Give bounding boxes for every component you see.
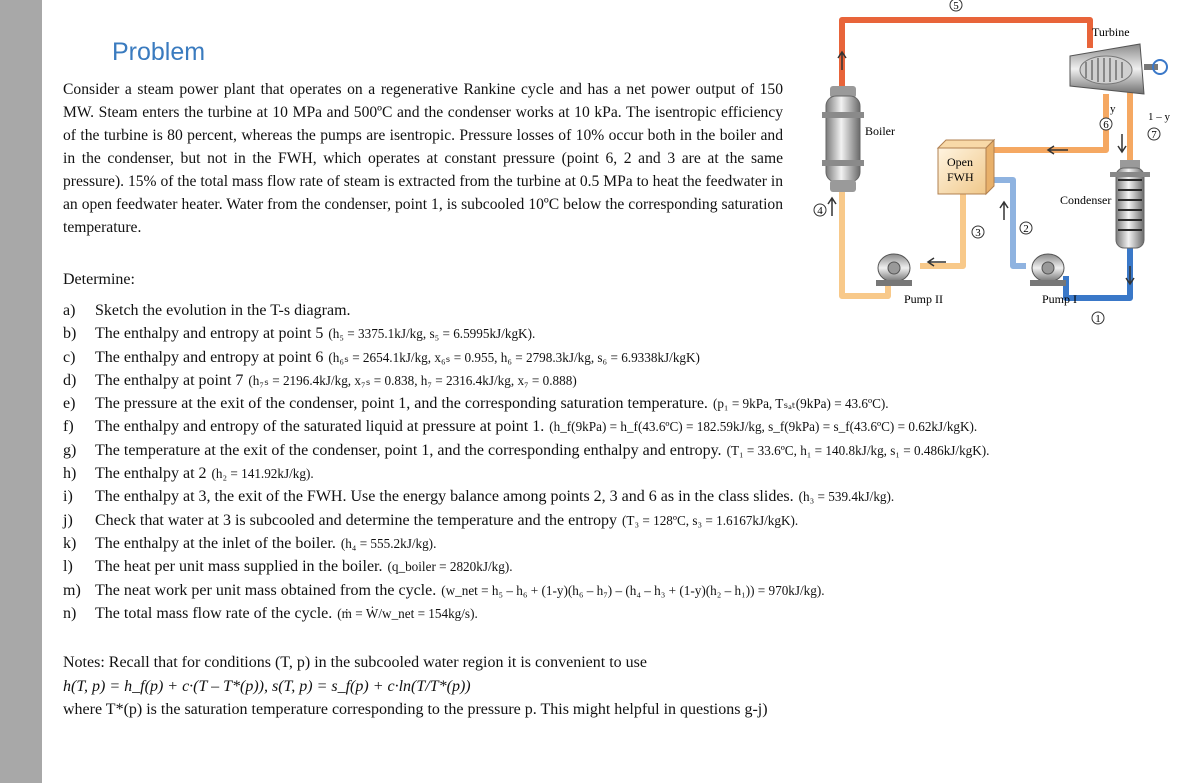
question-answer: (T₃ = 128ºC, s₃ = 1.6167kJ/kgK). <box>622 512 799 528</box>
pump-2-label: Pump II <box>904 292 943 306</box>
question-answer: (ṁ = Ẇ/w_net = 154kg/s). <box>337 605 478 621</box>
question-letter: c) <box>63 348 76 366</box>
question-letter: i) <box>63 488 73 506</box>
pump-1-label: Pump I <box>1042 292 1078 306</box>
question-item <box>63 395 1178 418</box>
question-answer: (h₇ₛ = 2196.4kJ/kg, x₇ₛ = 0.838, h₇ = 2316.4kJ/kg, x₇ = 0.888) <box>248 372 577 388</box>
question-item <box>63 605 1178 628</box>
question-letter: n) <box>63 604 77 622</box>
question-letter: b) <box>63 325 77 343</box>
question-letter: j) <box>63 511 73 529</box>
question-text: The heat per unit mass supplied in the boiler. <box>95 558 383 576</box>
question-answer: (p₁ = 9kPa, Tₛₐₜ(9kPa) = 43.6ºC). <box>712 396 889 412</box>
y-label: y <box>1110 103 1116 115</box>
question-text: Sketch the evolution in the T-s diagram. <box>95 302 351 319</box>
question-letter: k) <box>63 534 77 552</box>
question-text: The neat work per unit mass obtained from the cycle. <box>95 581 437 599</box>
state-point-label: 2 <box>1023 223 1029 235</box>
question-item <box>63 558 1178 581</box>
question-text: The pressure at the exit of the condenser, point 1, and the corresponding saturation temperature. <box>95 395 708 413</box>
notes-line: where T*(p) is the saturation temperature corresponding to the pressure p. This might helpful in questions g-j) <box>63 701 768 718</box>
problem-statement: Consider a steam power plant that operates on a regenerative Rankine cycle and has a net power output of 150 MW. Steam enters the turbine at 10 MPa and 500ºC and the condenser works at 10 kPa. The isentropic efficiency of the turbine is 80 percent, whereas the pumps are isentropic. Pressure losses of 10% occur both in the boiler and in the condenser, but not in the FWH, which operates at constant pressure (point 6, 2 and 3 are at the same pressure). 15% of the total mass flow rate of steam is extracted from the turbine at 0.5 MPa to heat the feedwater in an open feedwater heater. Water from the condenser, point 1, is subcooled 10ºC below the corresponding saturation temperature. <box>63 81 783 236</box>
question-answer: (w_net = h₅ – h₆ + (1-y)(h₆ – h₇) – (h₄ – h₃ + (1-y)(h₂ – h₁)) = 970kJ/kg). <box>441 582 825 598</box>
question-item <box>63 418 1178 441</box>
state-point-label: 1 <box>1095 313 1101 325</box>
question-text: The temperature at the exit of the condenser, point 1, and the corresponding enthalpy and entropy. <box>95 441 722 459</box>
notes-section <box>63 651 768 722</box>
pump-2 <box>876 254 912 286</box>
question-answer: (h_f(9kPa) = h_f(43.6ºC) = 182.59kJ/kg, s_f(9kPa) = s_f(43.6ºC) = 0.62kJ/kgK). <box>549 419 978 435</box>
determine-heading: Determine: <box>63 271 135 288</box>
question-letter: l) <box>63 558 73 576</box>
state-point-label: 6 <box>1103 119 1109 131</box>
question-item <box>63 488 1178 511</box>
state-point-label: 5 <box>953 0 959 12</box>
turbine <box>1070 44 1167 94</box>
question-text: The enthalpy at the inlet of the boiler. <box>95 534 336 552</box>
boiler <box>822 86 864 192</box>
question-item <box>63 349 1178 372</box>
question-letter: d) <box>63 371 77 389</box>
state-point-label: 4 <box>817 205 823 217</box>
question-answer: (h₂ = 141.92kJ/kg). <box>211 466 314 482</box>
question-item <box>63 582 1178 605</box>
condensate-line-1 <box>1066 246 1130 298</box>
question-list <box>63 302 1178 628</box>
state-point-label: 7 <box>1151 129 1157 141</box>
left-sidebar-strip <box>0 0 42 783</box>
question-letter: e) <box>63 395 76 413</box>
question-item <box>63 512 1178 535</box>
turbine-label: Turbine <box>1092 25 1130 39</box>
question-text: Check that water at 3 is subcooled and determine the temperature and the entropy <box>95 511 618 529</box>
question-item <box>63 465 1178 488</box>
feedwater-line-3 <box>920 190 963 266</box>
question-item <box>63 535 1178 558</box>
fwh-label-open: Open <box>947 155 973 169</box>
question-text: The enthalpy at point 7 <box>95 371 244 389</box>
condenser <box>1110 160 1150 248</box>
rankine-cycle-diagram <box>808 0 1180 330</box>
question-letter: h) <box>63 465 77 483</box>
question-answer: (h₄ = 555.2kJ/kg). <box>340 535 437 551</box>
question-answer: (h₅ = 3375.1kJ/kg, s₅ = 6.5995kJ/kgK). <box>328 326 536 342</box>
question-letter: a) <box>63 302 76 319</box>
question-text: The enthalpy at 3, the exit of the FWH. Use the energy balance among points 2, 3 and 6 as in the class slides. <box>95 488 794 506</box>
state-point-label: 3 <box>975 227 981 239</box>
question-text: The total mass flow rate of the cycle. <box>95 604 333 622</box>
question-text: The enthalpy and entropy at point 5 <box>95 325 324 343</box>
question-item <box>63 372 1178 395</box>
feedwater-line-2 <box>993 180 1026 266</box>
question-answer: (q_boiler = 2820kJ/kg). <box>387 559 513 575</box>
steam-line-5 <box>842 20 1090 88</box>
question-item <box>63 442 1178 465</box>
question-text: The enthalpy and entropy at point 6 <box>95 348 324 366</box>
fwh-label-fwh: FWH <box>947 170 974 184</box>
pump-1 <box>1030 254 1066 286</box>
extraction-line-6 <box>993 94 1106 150</box>
condenser-label: Condenser <box>1060 193 1112 207</box>
one-minus-y-label: 1 – y <box>1148 111 1170 123</box>
notes-formula: h(T, p) = h_f(p) + c·(T – T*(p)), s(T, p) = s_f(p) + c·ln(T/T*(p)) <box>63 677 471 695</box>
question-text: The enthalpy at 2 <box>95 465 207 483</box>
boiler-label: Boiler <box>865 124 895 138</box>
question-letter: g) <box>63 441 77 459</box>
question-answer: (T₁ = 33.6ºC, h₁ = 140.8kJ/kg, s₁ = 0.486kJ/kgK). <box>726 442 990 458</box>
notes-line: Notes: Recall that for conditions (T, p) in the subcooled water region it is convenient to use <box>63 654 647 671</box>
question-letter: f) <box>63 418 74 436</box>
page-title: Problem <box>112 38 206 66</box>
question-letter: m) <box>63 581 81 599</box>
question-answer: (h₃ = 539.4kJ/kg). <box>798 489 895 505</box>
question-text: The enthalpy and entropy of the saturated liquid at pressure at point 1. <box>95 418 545 436</box>
question-answer: (h₆ₛ = 2654.1kJ/kg, x₆ₛ = 0.955, h₆ = 2798.3kJ/kg, s₆ = 6.9338kJ/kgK) <box>328 349 700 365</box>
